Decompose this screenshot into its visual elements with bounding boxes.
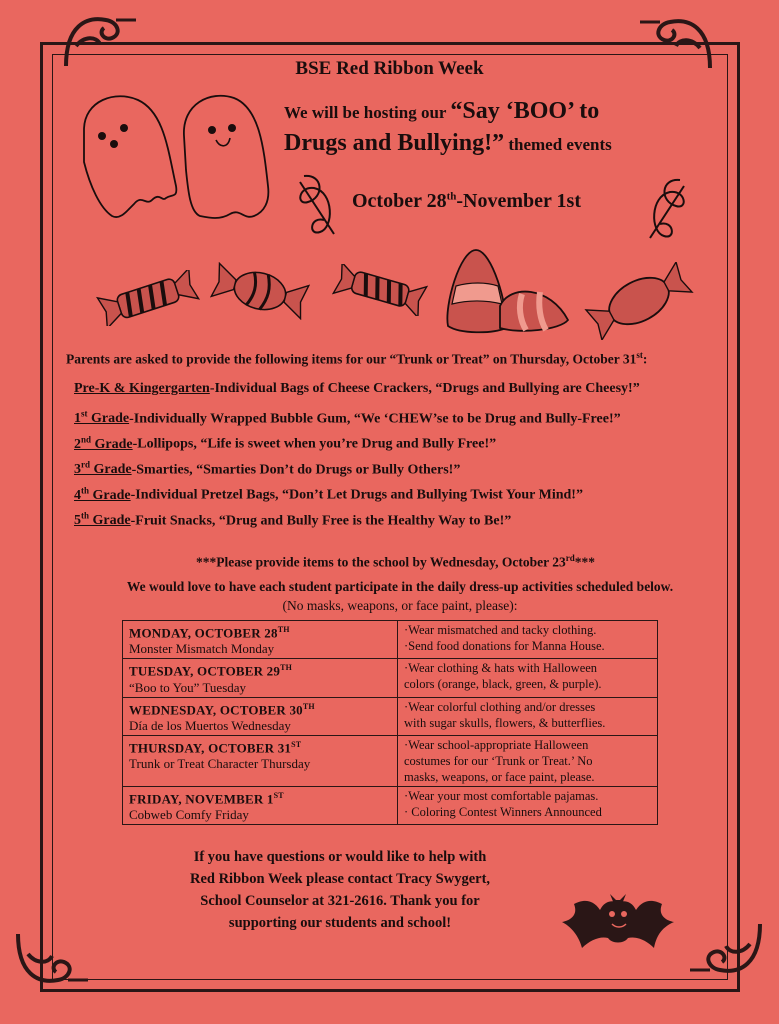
dress-up-intro [60, 577, 740, 615]
schedule-day-cell [123, 659, 398, 697]
dates-start: October 28 [352, 190, 447, 212]
grade-suffix: th [81, 510, 90, 521]
grade-suffix: nd [81, 434, 92, 444]
schedule-activity: ·Wear school-appropriate Halloween [404, 737, 589, 752]
schedule-activity: masks, weapons, or face paint, please. [404, 769, 595, 784]
schedule-day: MONDAY, OCTOBER 28 [129, 625, 278, 641]
schedule-day-cell [123, 697, 398, 735]
headline-quote: Drugs and Bullying!” [284, 130, 505, 156]
grade-label: Grade [90, 462, 132, 478]
candy-icon [210, 262, 310, 320]
list-item [74, 427, 744, 453]
grade-item-text: -Individually Wrapped Bubble Gum, “We ‘CHEW’se to be Drug and Bully-Free!” [129, 411, 621, 427]
deadline-suffix: rd [565, 553, 575, 563]
schedule-activity-cell [398, 621, 658, 659]
deadline-end: *** [574, 554, 595, 570]
list-item [74, 402, 744, 428]
grade-suffix: st [81, 408, 88, 419]
schedule-activity: ·Send food donations for Manna House. [404, 639, 605, 653]
table-row [123, 786, 658, 824]
schedule-activity: with sugar skulls, flowers, & butterflies. [404, 715, 606, 730]
corner-ornament-icon [690, 904, 770, 984]
contact-line: School Counselor at 321-2616. Thank you for [200, 893, 480, 909]
schedule-activity-cell [398, 735, 658, 786]
flourish-icon [294, 172, 340, 240]
parents-text: Parents are asked to provide the following items for our “Trunk or Treat” on Thursday, October 31 [66, 351, 637, 367]
schedule-day-suffix: TH [302, 701, 315, 711]
table-row [123, 735, 658, 786]
deadline-text: ***Please provide items to the school by Wednesday, October 23 [196, 554, 566, 570]
schedule-theme: “Boo to You” Tuesday [129, 679, 247, 695]
schedule-activity: colors (orange, black, green, & purple). [404, 677, 602, 692]
grade-item-text: -Individual Pretzel Bags, “Don’t Let Drugs and Bullying Twist Your Mind!” [130, 487, 583, 503]
schedule-day-suffix: ST [273, 790, 284, 800]
schedule-day: FRIDAY, NOVEMBER 1 [129, 791, 274, 807]
event-headline [284, 96, 704, 160]
schedule-theme: Trunk or Treat Character Thursday [129, 756, 311, 772]
flyer-title: BSE Red Ribbon Week [295, 58, 484, 79]
parents-end: : [642, 351, 648, 367]
schedule-theme: Día de los Muertos Wednesday [129, 717, 291, 733]
ghost-icon [180, 90, 276, 224]
schedule-activity-cell [398, 786, 658, 824]
parents-suffix: st [636, 350, 643, 360]
schedule-activity-cell [398, 659, 658, 697]
contact-line: supporting our students and school! [228, 915, 452, 931]
dates-suffix: th [446, 190, 457, 203]
grade-item-text: -Individual Bags of Cheese Crackers, “Drugs and Bullying are Cheesy!” [209, 381, 640, 396]
dress-up-schedule-table [122, 620, 658, 825]
list-item [74, 504, 744, 530]
flourish-icon [644, 176, 690, 244]
schedule-day: THURSDAY, OCTOBER 31 [129, 740, 292, 756]
dress-up-intro-line: (No masks, weapons, or face paint, please): [282, 598, 518, 613]
grade-suffix: rd [81, 459, 90, 470]
corner-ornament-icon [8, 914, 88, 994]
grade-label: Grade [89, 513, 131, 529]
grade-label: Pre-K & Kingergarten [74, 381, 210, 396]
schedule-theme: Monster Mismatch Monday [129, 641, 275, 657]
dress-up-intro-line: We would love to have each student participate in the daily dress-up activities scheduled below. [126, 579, 674, 594]
event-dates [352, 190, 581, 213]
grade-label: 1 [74, 411, 81, 427]
table-row [123, 659, 658, 697]
dates-end: -November 1st [456, 190, 581, 212]
ghost-icon [76, 90, 186, 224]
schedule-day: WEDNESDAY, OCTOBER 30 [129, 701, 303, 717]
candy-icon [96, 270, 202, 326]
grade-label: 3 [74, 462, 81, 478]
candy-icon [332, 264, 428, 316]
grade-item-list [74, 376, 744, 529]
grade-item-text: -Smarties, “Smarties Don’t do Drugs or Bully Others!” [131, 462, 461, 478]
grade-item-text: -Fruit Snacks, “Drug and Bully Free is the Healthy Way to Be!” [130, 513, 512, 529]
contact-info [140, 846, 540, 934]
schedule-activity: ·Wear mismatched and tacky clothing. [404, 623, 597, 637]
grade-label: Grade [89, 487, 131, 503]
list-item [74, 376, 744, 402]
schedule-day-cell [123, 621, 398, 659]
schedule-day-suffix: TH [277, 625, 290, 634]
contact-line: Red Ribbon Week please contact Tracy Swygert, [189, 871, 491, 887]
candy-corn-icon [440, 246, 580, 338]
contact-line: If you have questions or would like to help with [193, 849, 487, 865]
grade-label: Grade [87, 411, 130, 427]
grade-suffix: th [81, 485, 90, 495]
headline-quote: “Say ‘BOO’ to [450, 98, 600, 124]
grade-label: 2 [74, 436, 81, 452]
schedule-day-suffix: ST [291, 739, 302, 749]
grade-label: 4 [74, 487, 81, 503]
headline-text: themed events [504, 135, 612, 154]
headline-text: We will be hosting our [284, 103, 451, 122]
list-item [74, 478, 744, 504]
grade-label: 5 [74, 513, 81, 529]
schedule-activity: · Coloring Contest Winners Announced [404, 804, 602, 819]
schedule-day-suffix: TH [280, 663, 293, 673]
schedule-activity: ·Wear clothing & hats with Halloween [404, 661, 598, 676]
schedule-activity: ·Wear your most comfortable pajamas. [404, 788, 599, 803]
schedule-day-cell [123, 786, 398, 824]
grade-label: Grade [91, 436, 133, 452]
schedule-day: TUESDAY, OCTOBER 29 [129, 663, 281, 679]
schedule-theme: Cobweb Comfy Friday [129, 807, 249, 823]
deadline-notice [196, 553, 595, 571]
table-row [123, 621, 658, 659]
schedule-activity: costumes for our ‘Trunk or Treat.’ No [404, 753, 593, 768]
schedule-activity-cell [398, 697, 658, 735]
table-row [123, 697, 658, 735]
list-item [74, 453, 744, 479]
schedule-day-cell [123, 735, 398, 786]
candy-icon [584, 262, 694, 340]
schedule-activity: ·Wear colorful clothing and/or dresses [404, 699, 596, 714]
grade-item-text: -Lollipops, “Life is sweet when you’re Drug and Bully Free!” [132, 436, 497, 452]
parents-instructions [66, 350, 746, 368]
bat-icon [560, 880, 676, 952]
